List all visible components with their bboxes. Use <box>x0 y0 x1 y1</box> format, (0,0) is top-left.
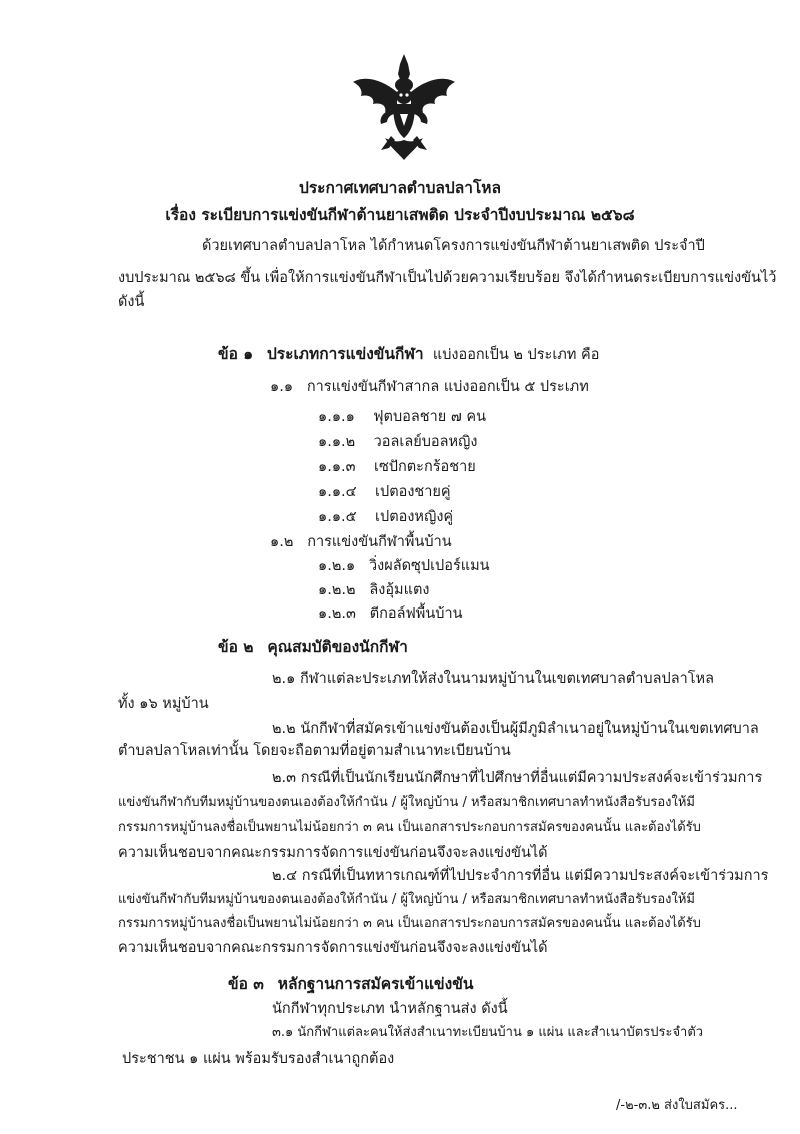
section-1-title: ประเภทการแข่งขันกีฬา <box>266 345 424 363</box>
item-1-2-2 <box>318 580 429 600</box>
item-1-2 <box>270 532 452 552</box>
item-1-2-1 <box>318 556 490 576</box>
section-1-heading <box>218 344 599 365</box>
item-1-1-1 <box>318 407 486 427</box>
item-number: ๑.๑.๔ <box>318 484 357 500</box>
section-2-heading <box>218 637 408 658</box>
section-1-number: ข้อ ๑ <box>218 345 254 363</box>
clause-2-3: ๒.๓ กรณีที่เป็นนักเรียนนักศึกษาที่ไปศึกษาที่อื่นแต่มีความประสงค์จะเข้าร่วมการ <box>272 770 763 786</box>
section-3-heading <box>228 974 473 995</box>
section-3-intro: นักกีฬาทุกประเภท นำหลักฐานส่ง ดังนี้ <box>272 1001 508 1017</box>
item-number: ๑.๒.๒ <box>318 582 356 598</box>
clause-3-1: ๓.๑ นักกีฬาแต่ละคนให้ส่งสำเนาทะเบียนบ้าน ๑ แผ่น และสำเนาบัตรประจำตัว <box>272 1025 704 1040</box>
item-label: เซปักตะกร้อชาย <box>373 459 476 475</box>
item-1-1-4 <box>318 482 451 502</box>
item-number: ๑.๑.๕ <box>318 509 357 525</box>
garuda-emblem <box>345 52 463 164</box>
section-3-title: หลักฐานการสมัครเข้าแข่งขัน <box>277 975 474 993</box>
clause-2-3-cont-2: กรรมการหมู่บ้านลงชื่อเป็นพยานไม่น้อยกว่า ๓ คน เป็นเอกสารประกอบการสมัครของคนนั้น และต้องได้รับ <box>118 820 701 835</box>
item-1-1-3 <box>318 457 476 477</box>
item-1-1-label: การแข่งขันกีฬาสากล แบ่งออกเป็น ๕ ประเภท <box>306 379 589 395</box>
intro-line-3: ดังนี้ <box>118 294 145 310</box>
item-1-2-number: ๑.๒ <box>270 534 294 550</box>
clause-2-1: ๒.๑ กีฬาแต่ละประเภทให้ส่งในนามหมู่บ้านในเขตเทศบาลตำบลปลาโหล <box>272 671 714 687</box>
document-title: ประกาศเทศบาลตำบลปลาโหล <box>299 179 501 197</box>
item-label: ตีกอล์ฟพื้นบ้าน <box>369 606 463 622</box>
section-1-rest: แบ่งออกเป็น ๒ ประเภท คือ <box>432 347 600 363</box>
intro-line-2: งบประมาณ ๒๕๖๘ ขึ้น เพื่อให้การแข่งขันกีฬาเป็นไปด้วยความเรียบร้อย จึงได้กำหนดระเบียบการแข่งขันไว้ <box>118 270 777 286</box>
item-label: เปตองหญิงคู่ <box>375 509 454 525</box>
item-1-2-label: การแข่งขันกีฬาพื้นบ้าน <box>307 534 452 550</box>
item-1-1-2 <box>318 432 478 452</box>
item-number: ๑.๑.๑ <box>318 409 355 425</box>
item-label: วิ่งผลัดซุปเปอร์แมน <box>369 558 490 574</box>
item-label: ฟุตบอลชาย ๗ คน <box>373 409 486 425</box>
item-label: ลิงอุ้มแตง <box>369 582 430 598</box>
intro-line-1: ด้วยเทศบาลตำบลปลาโหล ได้กำหนดโครงการแข่งขันกีฬาต้านยาเสพติด ประจำปี <box>202 238 705 254</box>
clause-2-2: ๒.๒ นักกีฬาที่สมัครเข้าแข่งขันต้องเป็นผู้มีภูมิลำเนาอยู่ในหมู่บ้านในเขตเทศบาล <box>272 721 759 737</box>
item-1-1-5 <box>318 507 453 527</box>
item-1-1 <box>270 377 589 397</box>
clause-2-3-cont-3: ความเห็นชอบจากคณะกรรมการจัดการแข่งขันก่อนจึงจะลงแข่งขันได้ <box>118 845 548 861</box>
item-label: วอลเลย์บอลหญิง <box>373 434 478 450</box>
clause-2-4-cont-3: ความเห็นชอบจากคณะกรรมการจัดการแข่งขันก่อนจึงจะลงแข่งขันได้ <box>118 940 548 956</box>
item-1-2-3 <box>318 604 463 624</box>
clause-2-4: ๒.๔ กรณีที่เป็นทหารเกณฑ์ที่ไปประจำการที่อื่น แต่มีความประสงค์จะเข้าร่วมการ <box>272 868 769 884</box>
item-label: เปตองชายคู่ <box>375 484 451 500</box>
document-subject: เรื่อง ระเบียบการแข่งขันกีฬาต้านยาเสพติด ประจำปีงบประมาณ ๒๕๖๘ <box>165 206 635 224</box>
item-number: ๑.๒.๑ <box>318 558 356 574</box>
item-number: ๑.๒.๓ <box>318 606 356 622</box>
clause-2-1-cont: ทั้ง ๑๖ หมู่บ้าน <box>118 696 209 712</box>
item-number: ๑.๑.๒ <box>318 434 356 450</box>
clause-2-3-cont-1: แข่งขันกีฬากับทีมหมู่บ้านของตนเองต้องให้กำนัน / ผู้ใหญ่บ้าน / หรือสมาชิกเทศบาลทำหนังสือรับรองให้มี <box>118 795 695 810</box>
continuation-note: /-๒-๓.๒ ส่งใบสมัคร... <box>616 1098 738 1113</box>
section-3-number: ข้อ ๓ <box>228 975 264 993</box>
item-number: ๑.๑.๓ <box>318 459 356 475</box>
item-1-1-number: ๑.๑ <box>270 379 294 395</box>
clause-2-2-cont: ตำบลปลาโหลเท่านั้น โดยจะถือตามที่อยู่ตามสำเนาทะเบียนบ้าน <box>118 743 511 759</box>
clause-2-4-cont-2: กรรมการหมู่บ้านลงชื่อเป็นพยานไม่น้อยกว่า ๓ คน เป็นเอกสารประกอบการสมัครของคนนั้น และต้องได้รับ <box>118 916 701 931</box>
clause-2-4-cont-1: แข่งขันกีฬากับทีมหมู่บ้านของตนเองต้องให้กำนัน / ผู้ใหญ่บ้าน / หรือสมาชิกเทศบาลทำหนังสือรับรองให้มี <box>118 892 695 907</box>
clause-3-1-cont: ประชาชน ๑ แผ่น พร้อมรับรองสำเนาถูกต้อง <box>122 1051 395 1067</box>
section-2-title: คุณสมบัติของนักกีฬา <box>267 638 408 656</box>
section-2-number: ข้อ ๒ <box>218 638 254 656</box>
